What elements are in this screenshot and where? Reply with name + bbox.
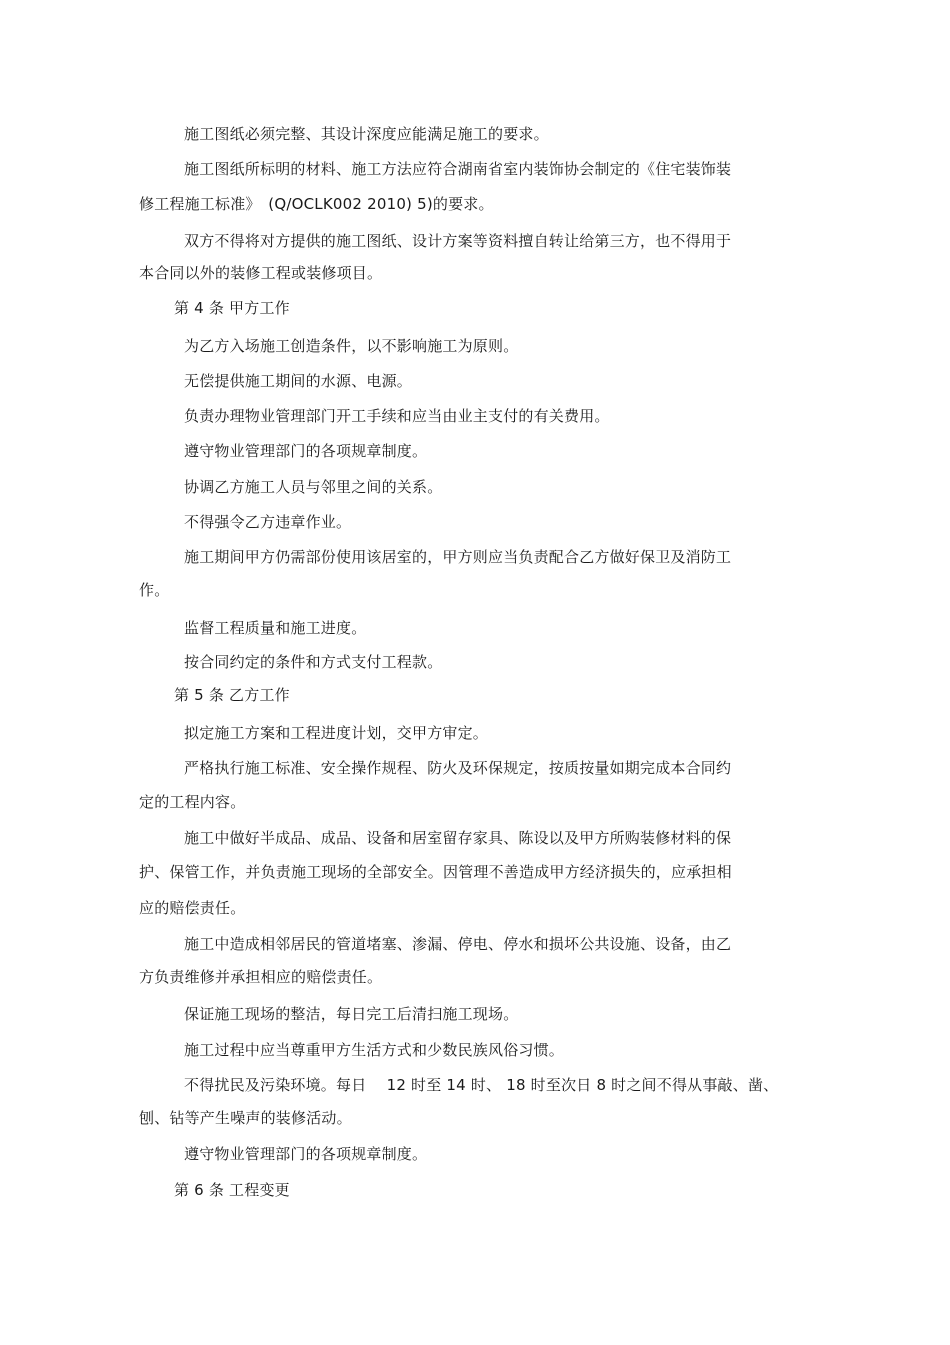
party-a-duty-3: 负责办理物业管理部门开工手续和应当由业主支付的有关费用。 (184, 407, 610, 425)
party-b-duty-1: 拟定施工方案和工程进度计划，交甲方审定。 (184, 724, 489, 742)
article-4-heading: 第 4 条 甲方工作 (174, 299, 290, 317)
paragraph-confidentiality-cont: 本合同以外的装修工程或装修项目。 (139, 264, 383, 282)
party-b-duty-8: 遵守物业管理部门的各项规章制度。 (184, 1145, 428, 1163)
party-b-duty-4: 施工中造成相邻居民的管道堵塞、渗漏、停电、停水和损坏公共设施、设备，由乙 (184, 935, 732, 953)
party-b-duty-6: 施工过程中应当尊重甲方生活方式和少数民族风俗习惯。 (184, 1041, 565, 1059)
paragraph-confidentiality: 双方不得将对方提供的施工图纸、设计方案等资料擅自转让给第三方，也不得用于 (184, 232, 732, 250)
party-b-duty-4-cont: 方负责维修并承担相应的赔偿责任。 (139, 968, 383, 986)
party-a-duty-4: 遵守物业管理部门的各项规章制度。 (184, 442, 428, 460)
party-b-duty-3: 施工中做好半成品、成品、设备和居室留存家具、陈设以及甲方所购装修材料的保 (184, 829, 732, 847)
party-b-duty-2: 严格执行施工标准、安全操作规程、防火及环保规定，按质按量如期完成本合同约 (184, 759, 732, 777)
paragraph-drawing-materials-cont: 修工程施工标准》 (Q/OCLK002 2010) 5)的要求。 (139, 195, 494, 213)
party-a-duty-9: 按合同约定的条件和方式支付工程款。 (184, 653, 443, 671)
party-b-duty-2-cont: 定的工程内容。 (139, 793, 246, 811)
party-a-duty-6: 不得强令乙方违章作业。 (184, 513, 352, 531)
party-a-duty-2: 无偿提供施工期间的水源、电源。 (184, 372, 413, 390)
party-a-duty-1: 为乙方入场施工创造条件，以不影响施工为原则。 (184, 337, 519, 355)
article-5-heading: 第 5 条 乙方工作 (174, 686, 290, 704)
party-b-duty-7: 不得扰民及污染环境。每日 12 时至 14 时、 18 时至次日 8 时之间不得从事敲、凿、 (184, 1076, 779, 1094)
party-b-duty-3-cont-1: 护、保管工作，并负责施工现场的全部安全。因管理不善造成甲方经济损失的，应承担相 (139, 863, 732, 881)
party-a-duty-7: 施工期间甲方仍需部份使用该居室的，甲方则应当负责配合乙方做好保卫及消防工 (184, 548, 732, 566)
party-b-duty-3-cont-2: 应的赔偿责任。 (139, 899, 246, 917)
paragraph-drawing-materials: 施工图纸所标明的材料、施工方法应符合湖南省室内装饰协会制定的《住宅装饰装 (184, 160, 732, 178)
party-a-duty-7-cont: 作。 (139, 581, 170, 599)
party-b-duty-5: 保证施工现场的整洁，每日完工后清扫施工现场。 (184, 1005, 519, 1023)
party-a-duty-8: 监督工程质量和施工进度。 (184, 619, 367, 637)
paragraph-drawing-completeness: 施工图纸必须完整、其设计深度应能满足施工的要求。 (184, 125, 549, 143)
party-a-duty-5: 协调乙方施工人员与邻里之间的关系。 (184, 478, 443, 496)
article-6-heading: 第 6 条 工程变更 (174, 1181, 290, 1199)
party-b-duty-7-cont: 刨、钻等产生噪声的装修活动。 (139, 1109, 352, 1127)
